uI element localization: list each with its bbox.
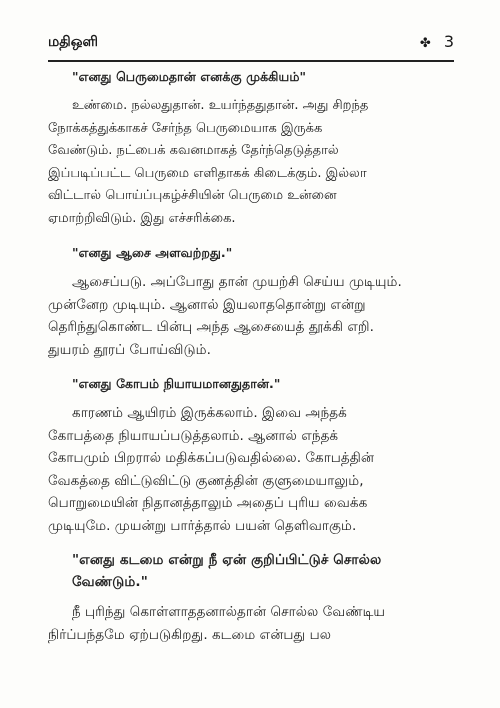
paragraph [48,601,454,646]
paragraph-line: துயரம் தூரப் போய்விடும். [48,341,211,358]
quote-heading [48,549,454,593]
page-body [48,66,454,646]
quote-heading: "எனது கோபம் நியாயமானதுதான்." [72,376,281,391]
paragraph-line: வேகத்தை விட்டுவிட்டு குணத்தின் குளுமையாலும், [48,472,364,489]
paragraph-line: கோபத்தை நியாயப்படுத்தலாம். ஆனால் எந்தக் [48,427,339,444]
paragraph-line: ஏமாற்றிவிடும். இது எச்சரிக்கை. [48,210,236,226]
paragraph [48,271,454,361]
paragraph-line: வேண்டும். நட்பைக் கவனமாகத் தேர்ந்தெடுத்தால் [48,143,339,158]
quote-line: வேண்டும்." [72,574,148,590]
page-header [48,32,454,62]
paragraph-line: இப்படிப்பட்ட பெருமை எளிதாகக் கிடைக்கும். இல்லா [48,165,367,181]
quote-line: "எனது கடமை என்று நீ ஏன் குறிப்பிட்டுச் சொல்ல [72,552,382,568]
paragraph-line: ஆசைப்படு. அப்போது தான் முயற்சி செய்ய முடியும். [72,274,402,290]
paragraph-line: கோபமும் பிறரால் மதிக்கப்படுவதில்லை. கோபத்தின் [48,450,375,466]
header-rule [48,60,454,62]
paragraph-line: உண்மை. நல்லதுதான். உயர்ந்ததுதான். அது சிறந்த [72,98,369,113]
paragraph-line: விட்டால் பொய்ப்புகழ்ச்சியின் பெருமை உன்னை [48,188,337,203]
page-number: 3 [443,32,454,51]
quote-heading: "எனது பெருமைதான் எனக்கு முக்கியம்" [72,69,307,84]
ornament-icon: ✤ [419,36,431,51]
paragraph [48,402,454,537]
paragraph-line: நோக்கத்துக்காகச் சேர்ந்த பெருமையாக இருக்க [48,120,323,136]
paragraph-line: தெரிந்துகொண்ட பின்பு அந்த ஆசையைத் தூக்கி எறி. [48,319,374,335]
page-number-group [420,32,454,51]
paragraph-line: நிர்ப்பந்தமே ஏற்படுகிறது. கடமை என்பது பல [48,626,332,643]
paragraph-line: பொறுமையின் நிதானத்தாலும் அதைப் புரிய வைக்க [48,495,368,511]
paragraph-line: முன்னேற முடியும். ஆனால் இயலாததொன்று என்று [48,296,366,313]
paragraph-line: நீ புரிந்து கொள்ளாததனால்தான் சொல்ல வேண்டிய [72,604,386,620]
paragraph-line: முடியுமே. முயன்று பார்த்தால் பயன் தெளிவாகும். [48,517,357,534]
running-title: மதிஒளி [48,34,98,50]
paragraph [48,95,454,230]
quote-heading: "எனது ஆசை அளவற்றது." [72,245,233,260]
paragraph-line: காரணம் ஆயிரம் இருக்கலாம். இவை அந்தக் [72,405,347,421]
